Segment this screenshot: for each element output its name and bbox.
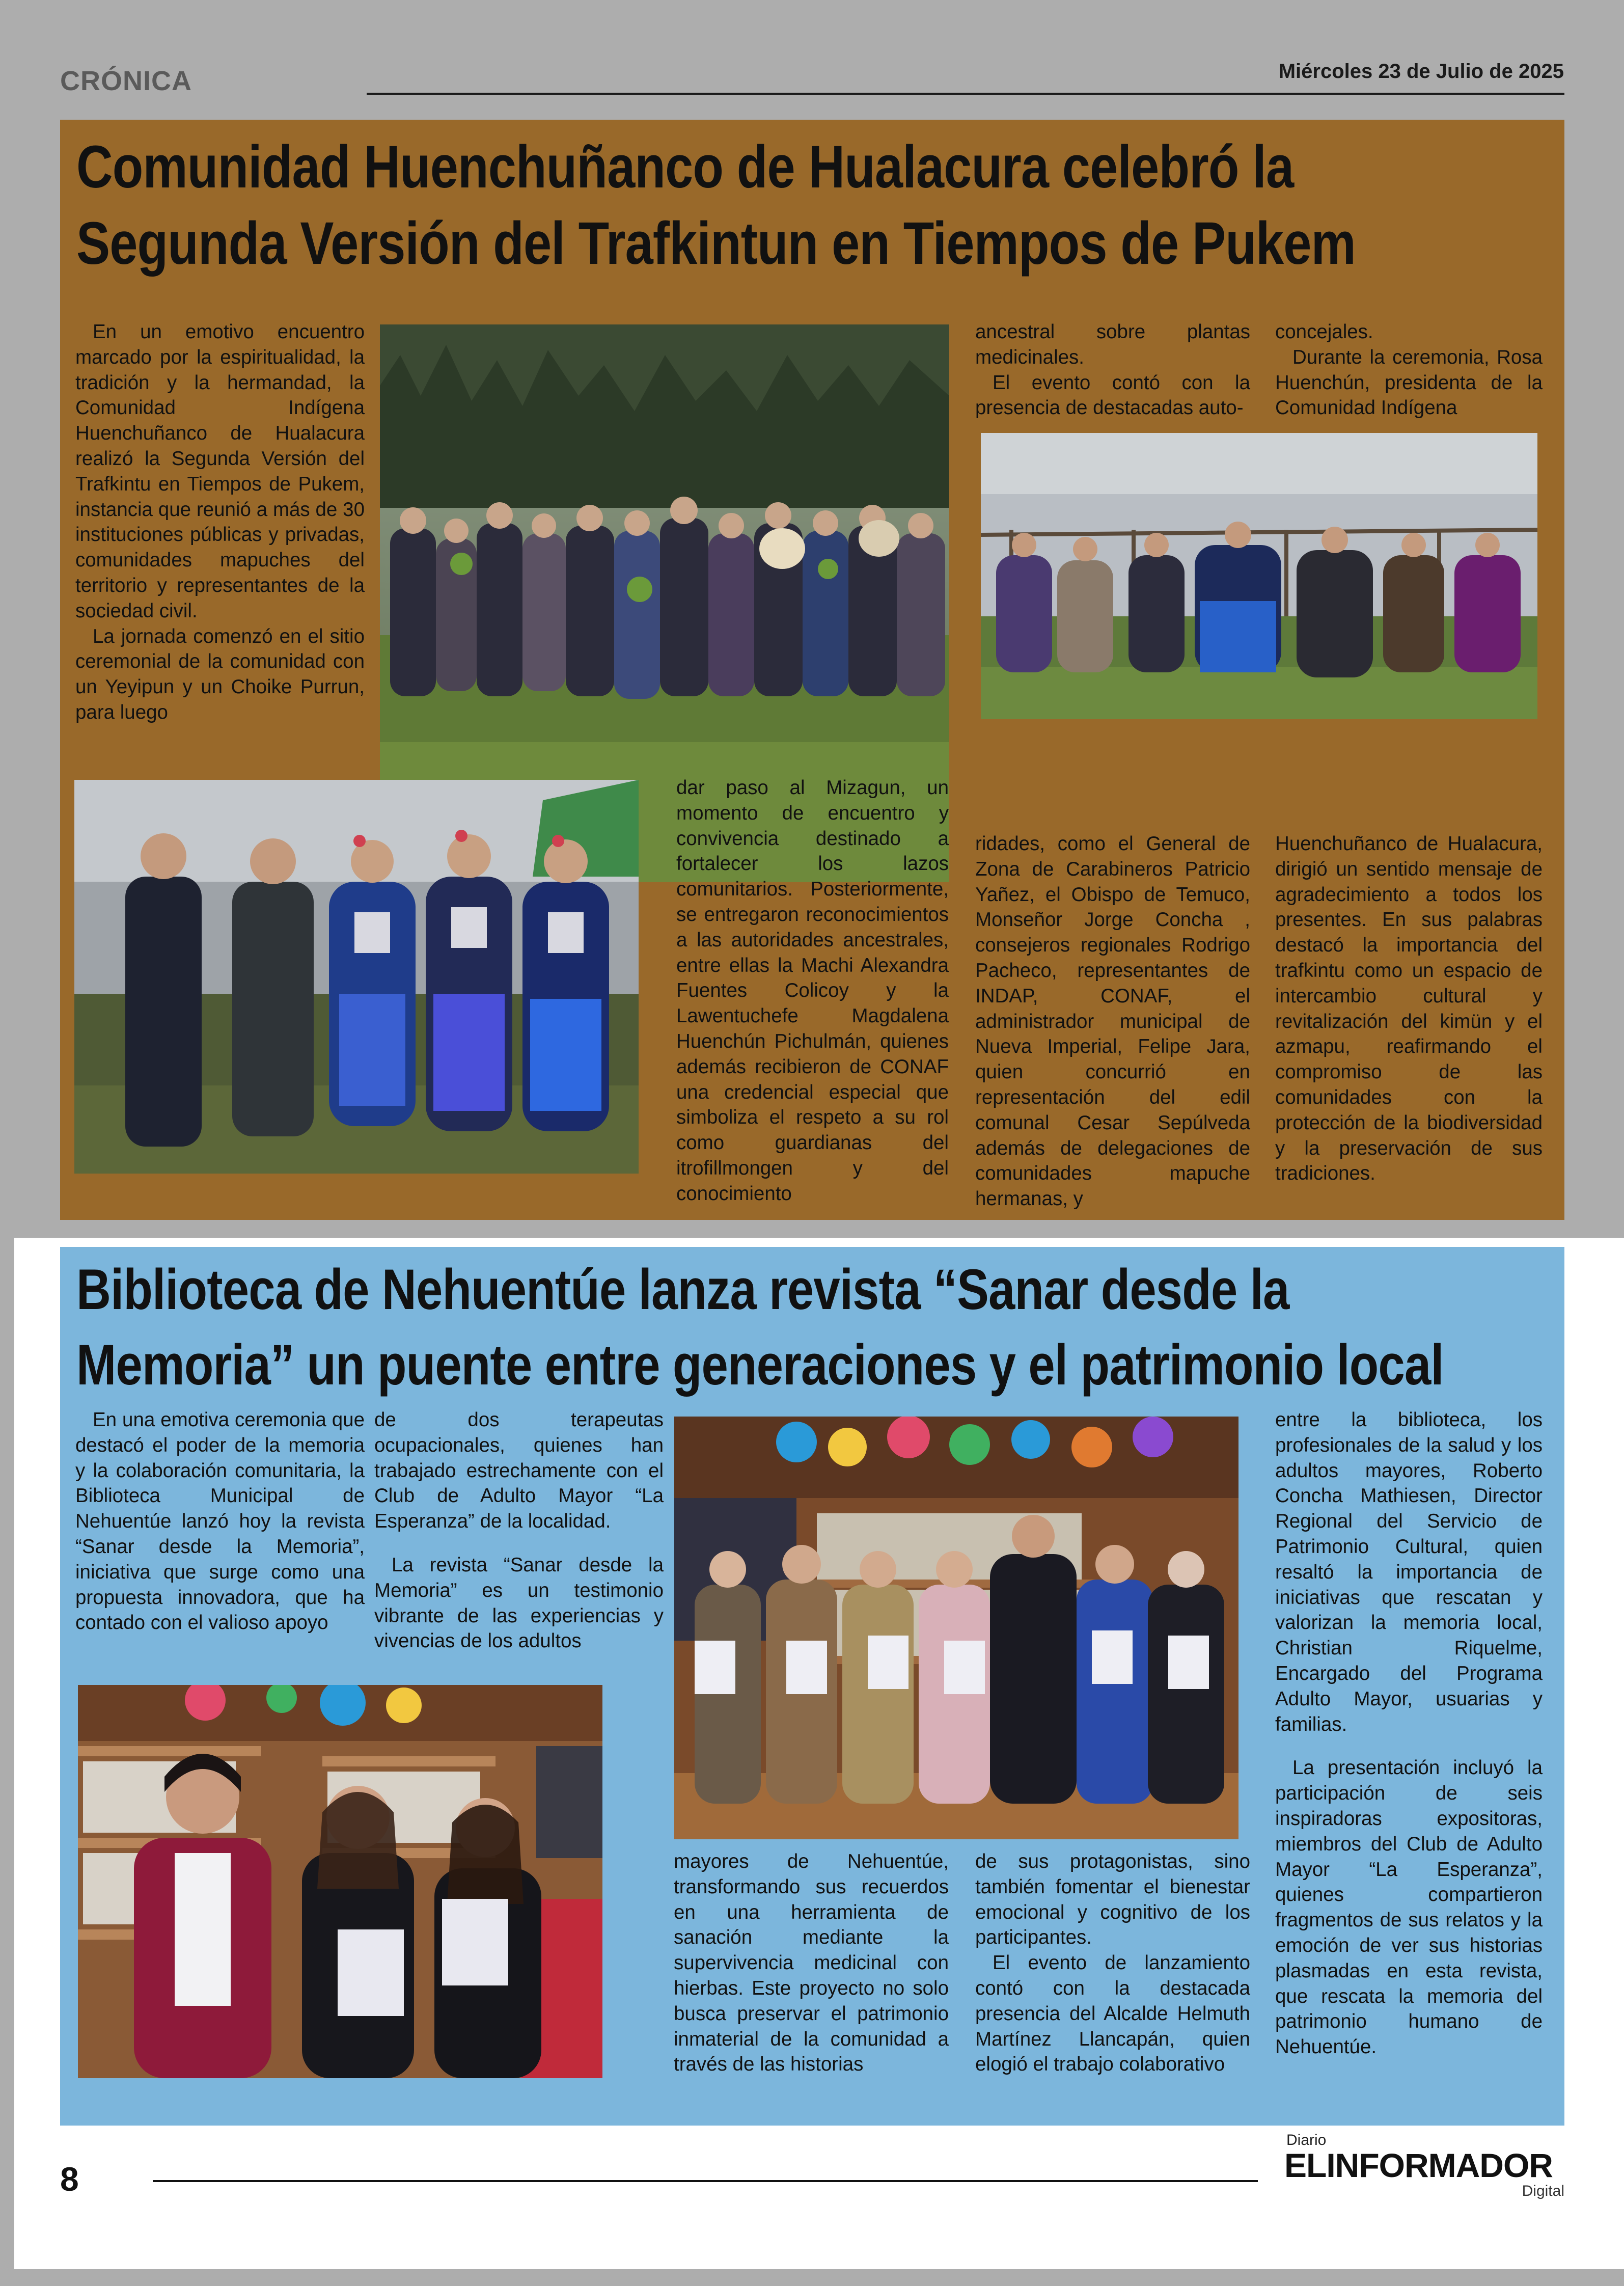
- paragraph: En una emotiva ceremonia que destacó el poder de la memoria y la colaboración comunitaria, la Biblioteca Municipal de Nehuentúe lanzó hoy la revista “Sanar desde la Memoria”, iniciativa que surge como una propuesta innovadora, que ha contado con el valioso apoyo: [75, 1409, 365, 1634]
- paragraph: La jornada comenzó en el sitio ceremonial de la comunidad con un Yeyipun y un Choike Purrun, para luego: [75, 625, 365, 723]
- header-rule: [367, 93, 1564, 95]
- paragraph: concejales.: [1275, 321, 1373, 343]
- headline-line-2: Memoria” un puente entre generaciones y el patrimonio local: [76, 1333, 1444, 1397]
- headline-line-2: Segunda Versión del Trafkintun en Tiempos de Pukem: [76, 210, 1356, 277]
- brand-logo-sub: Digital: [1522, 2183, 1564, 2199]
- article-trafkintun-column-2: [676, 775, 949, 1207]
- article-trafkintun-column-3-top: [975, 319, 1250, 421]
- paragraph: En un emotivo encuentro marcado por la espiritualidad, la tradición y la hermandad, la Comunidad Indígena Huenchuñanco de Hualacura realizó la Segunda Versión del Trafkintu en Tiempos de Pukem, instancia que reunió a más de 30 instituciones públicas y privadas, comunidades mapuches del territorio y representantes de la sociedad civil.: [75, 321, 365, 622]
- photo-choike-purrun-dance: [981, 433, 1537, 719]
- headline-line-1: Biblioteca de Nehuentúe lanza revista “Sanar desde la: [76, 1258, 1289, 1321]
- paragraph: de sus protagonistas, sino también fomentar el bienestar emocional y cognitivo de los participantes.: [975, 1850, 1250, 1949]
- paragraph: entre la biblioteca, los profesionales de la salud y los adultos mayores, Roberto Concha Mathiesen, Director Regional del Servicio de Patrimonio Cultural, quien resaltó la importancia de iniciativas que rescatan y valorizan la memoria local, Christian Riquelme, Encargado del Programa Adulto Mayor, usuarias y familias.: [1275, 1409, 1543, 1735]
- article-sanar-headline: [76, 1252, 1531, 1403]
- page-background-strip: [0, 1197, 14, 2286]
- page-number: 8: [60, 2160, 79, 2198]
- article-trafkintun-column-1: [75, 319, 365, 725]
- article-trafkintun-column-4-top: [1275, 319, 1543, 421]
- photo-elderly-club-with-magazines: [674, 1417, 1238, 1839]
- paragraph: El evento de lanzamiento contó con la destacada presencia del Alcalde Helmuth Martínez Llancapán, quien elogió el trabajo colaborativo: [975, 1952, 1250, 2076]
- page-background-bottom: [0, 2269, 1624, 2286]
- brand-logo-top: Diario: [1286, 2132, 1327, 2148]
- photo-authorities-with-women: [74, 780, 639, 1174]
- headline-line-1: Comunidad Huenchuñanco de Hualacura celebró la: [76, 133, 1294, 201]
- brand-logo-name: ELINFORMADOR: [1284, 2146, 1553, 2184]
- section-label: CRÓNICA: [60, 66, 192, 96]
- article-trafkintun-column-3-bottom: [975, 831, 1250, 1212]
- article-trafkintun-column-4-bottom: [1275, 831, 1543, 1186]
- brand-logo[interactable]: [1284, 2132, 1564, 2198]
- article-sanar-column-1: [75, 1407, 365, 1636]
- paragraph: de dos terapeutas ocupacionales, quienes han trabajado estrechamente con el Club de Adulto Mayor “La Esperanza” de la localidad.: [374, 1409, 664, 1533]
- article-sanar-column-5: [1275, 1407, 1543, 2060]
- article-trafkintun: [60, 120, 1564, 1220]
- article-sanar-column-3: [674, 1849, 949, 2077]
- paragraph: Huenchuñanco de Hualacura, dirigió un sentido mensaje de agradecimiento a todos los presentes. En sus palabras destacó la importancia del trafkintu como un espacio de intercambio cultural y revitalización del kimün y el azmapu, reafirmando el compromiso de las comunidades con la protección de la biodiversidad y la preservación de sus tradiciones.: [1275, 833, 1543, 1185]
- article-sanar-desde-la-memoria: [60, 1247, 1564, 2126]
- paragraph: dar paso al Mizagun, un momento de encuentro y convivencia destinado a fortalecer los lazos comunitarios. Posteriormente, se entregaron reconocimientos a las autoridades ancestrales, entre ellas la Machi Alexandra Fuentes Colicoy y la Lawentuchefe Magdalena Huenchún Pichulmán, quienes además recibieron de CONAF una credencial especial que simboliza el respeto a su rol como guardianas del itrofillmongen y del conocimiento: [676, 777, 949, 1205]
- paragraph: El evento contó con la presencia de destacadas auto-: [975, 371, 1250, 419]
- photo-library-three-women: [78, 1685, 602, 2078]
- article-sanar-column-4: [975, 1849, 1250, 2077]
- paragraph: La presentación incluyó la participación de seis inspiradoras expositoras, miembros del Club de Adulto Mayor “La Esperanza”, quienes compartieron fragmentos de sus relatos y la emoción de ver sus historias plasmadas en esta revista, que rescata la memoria del patrimonio humano de Nehuentúe.: [1275, 1757, 1543, 2058]
- article-sanar-column-2: [374, 1407, 664, 1654]
- paragraph: mayores de Nehuentúe, transformando sus recuerdos en una herramienta de sanación mediante la supervivencia medicinal con hierbas. Este proyecto no solo busca preservar el patrimonio inmaterial de la comunidad a través de las historias: [674, 1850, 949, 2076]
- paragraph: Durante la ceremonia, Rosa Huenchún, presidenta de la Comunidad Indígena: [1275, 346, 1543, 419]
- issue-date: Miércoles 23 de Julio de 2025: [1278, 60, 1564, 83]
- paragraph: La revista “Sanar desde la Memoria” es un testimonio vibrante de las experiencias y vivencias de los adultos: [374, 1554, 664, 1652]
- paragraph: ancestral sobre plantas medicinales.: [975, 321, 1250, 368]
- article-trafkintun-headline: [76, 129, 1531, 282]
- paragraph: ridades, como el General de Zona de Carabineros Patricio Yañez, el Obispo de Temuco, Monseñor Jorge Concha , consejeros regionales Rodrigo Pacheco, representantes de INDAP, CONAF, el administrador municipal de Nueva Imperial, Felipe Jara, quien concurrió en representación del edil comunal Cesar Sepúlveda además de delegaciones de comunidades mapuche hermanas, y: [975, 833, 1250, 1210]
- footer-rule: [153, 2180, 1258, 2182]
